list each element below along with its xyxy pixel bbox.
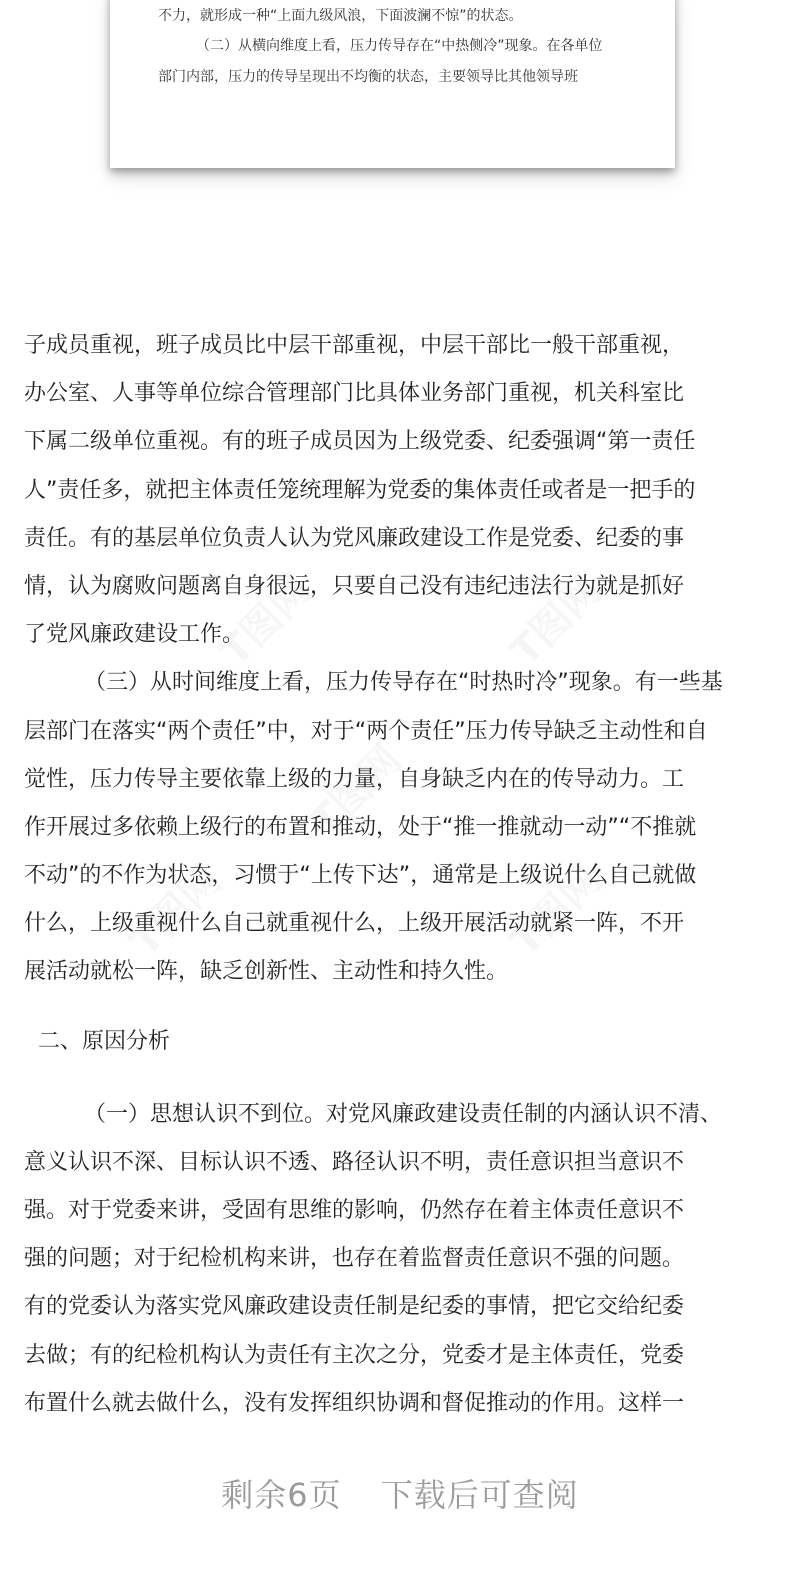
preview-page-card bbox=[110, 0, 675, 168]
text-line: （一）思想认识不到位。对党风廉政建设责任制的内涵认识不清、 bbox=[84, 1101, 723, 1127]
text-line: 情，认为腐败问题离自身很远，只要自己没有违纪违法行为就是抓好 bbox=[24, 573, 685, 599]
paragraph-3 bbox=[24, 1091, 776, 1428]
text-line: 层部门在落实“两个责任”中，对于“两个责任”压力传导缺乏主动性和自 bbox=[24, 718, 708, 744]
text-line: 意义认识不深、目标认识不透、路径认识不明，责任意识担当意识不 bbox=[24, 1149, 685, 1175]
text-line: 子成员重视，班子成员比中层干部重视，中层干部比一般干部重视， bbox=[24, 333, 685, 358]
text-line: 布置什么就去做什么，没有发挥组织协调和督促推动的作用。这样一 bbox=[24, 1390, 685, 1416]
text-line: 什么，上级重视什么自己就重视什么，上级开展活动就紧一阵，不开 bbox=[24, 911, 685, 937]
paragraph-1 bbox=[24, 322, 776, 659]
remaining-pages-label: 剩余6页 bbox=[221, 1476, 342, 1514]
preview-line-2: （二）从横向维度上看，压力传导存在“中热侧冷”现象。在各单位 bbox=[196, 38, 603, 54]
text-line: 展活动就松一阵，缺乏创新性、主动性和持久性。 bbox=[24, 959, 509, 985]
text-line: 强的问题；对于纪检机构来讲，也存在着监督责任意识不强的问题。 bbox=[24, 1246, 685, 1272]
text-line: 不动”的不作为状态，习惯于“上传下达”，通常是上级说什么自己就做 bbox=[24, 863, 697, 889]
preview-line-3: 部门内部，压力的传导呈现出不均衡的状态，主要领导比其他领导班 bbox=[158, 69, 578, 85]
text-line: 办公室、人事等单位综合管理部门比具体业务部门重视，机关科室比 bbox=[24, 381, 685, 407]
section-heading: 二、原因分析 bbox=[38, 1028, 171, 1054]
text-line: 作开展过多依赖上级行的布置和推动，处于“推一推就动一动”“不推就 bbox=[24, 814, 697, 840]
text-line: 强。对于党委来讲，受固有思维的影响，仍然存在着主体责任意识不 bbox=[24, 1198, 685, 1223]
text-line: 下属二级单位重视。有的班子成员因为上级党委、纪委强调“第一责任 bbox=[24, 429, 696, 455]
text-line: 了党风廉政建设工作。 bbox=[24, 622, 245, 648]
paragraph-2 bbox=[24, 659, 776, 996]
download-prompt[interactable] bbox=[0, 1448, 800, 1585]
text-line: 去做；有的纪检机构认为责任有主次之分，党委才是主体责任，党委 bbox=[24, 1342, 685, 1368]
text-line: （三）从时间维度上看，压力传导存在“时热时冷”现象。有一些基 bbox=[84, 670, 723, 696]
text-line: 有的党委认为落实党风廉政建设责任制是纪委的事情，把它交给纪委 bbox=[24, 1294, 685, 1320]
download-hint-label: 下载后可查阅 bbox=[380, 1476, 579, 1514]
download-prompt-text[interactable] bbox=[0, 1470, 800, 1516]
text-line: 责任。有的基层单位负责人认为党风廉政建设工作是党委、纪委的事 bbox=[24, 525, 685, 551]
text-line: 觉性，压力传导主要依靠上级的力量，自身缺乏内在的传导动力。工 bbox=[24, 766, 685, 792]
document-body bbox=[24, 322, 776, 1428]
spacer bbox=[24, 1067, 776, 1091]
preview-line-1: 不力，就形成一种“上面九级风浪，下面波澜不惊”的状态。 bbox=[158, 8, 523, 24]
text-line: 人”责任多，就把主体责任笼统理解为党委的集体责任或者是一把手的 bbox=[24, 477, 696, 503]
spacer bbox=[24, 997, 776, 1017]
